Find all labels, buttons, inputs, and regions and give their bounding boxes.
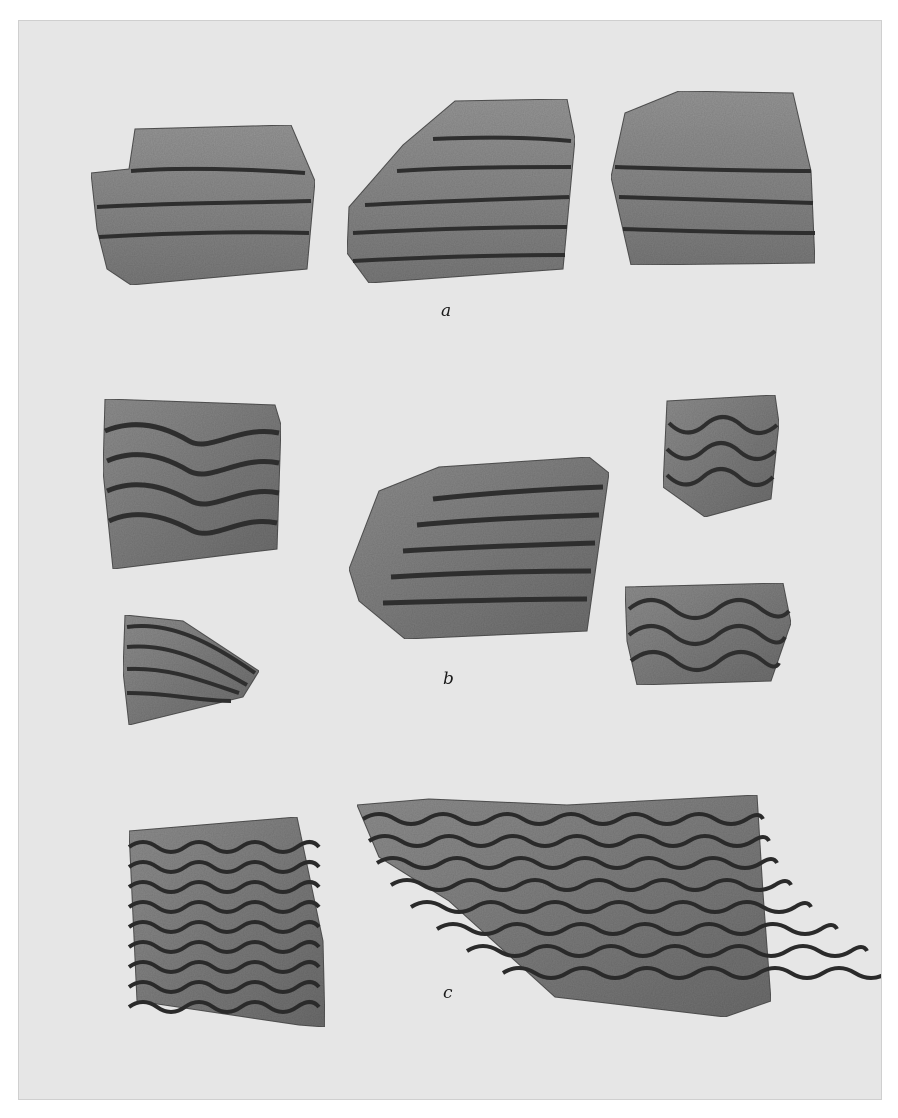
sherd-a3 bbox=[611, 91, 815, 265]
sherd-a2 bbox=[347, 99, 575, 283]
sherd-c2 bbox=[357, 795, 881, 1017]
sherd-b5 bbox=[625, 583, 791, 685]
group-label-a: a bbox=[441, 301, 452, 321]
group-label-b: b bbox=[443, 669, 454, 689]
sherd-b1 bbox=[103, 399, 281, 569]
sherd-b4 bbox=[123, 615, 259, 725]
sherd-b3 bbox=[663, 395, 779, 517]
sherd-c1 bbox=[129, 817, 325, 1027]
group-label-c: c bbox=[443, 983, 453, 1003]
photo-plate bbox=[18, 20, 882, 1100]
plate-illustration bbox=[19, 21, 881, 1099]
sherd-a1 bbox=[91, 125, 315, 285]
sherd-b2 bbox=[349, 457, 609, 639]
